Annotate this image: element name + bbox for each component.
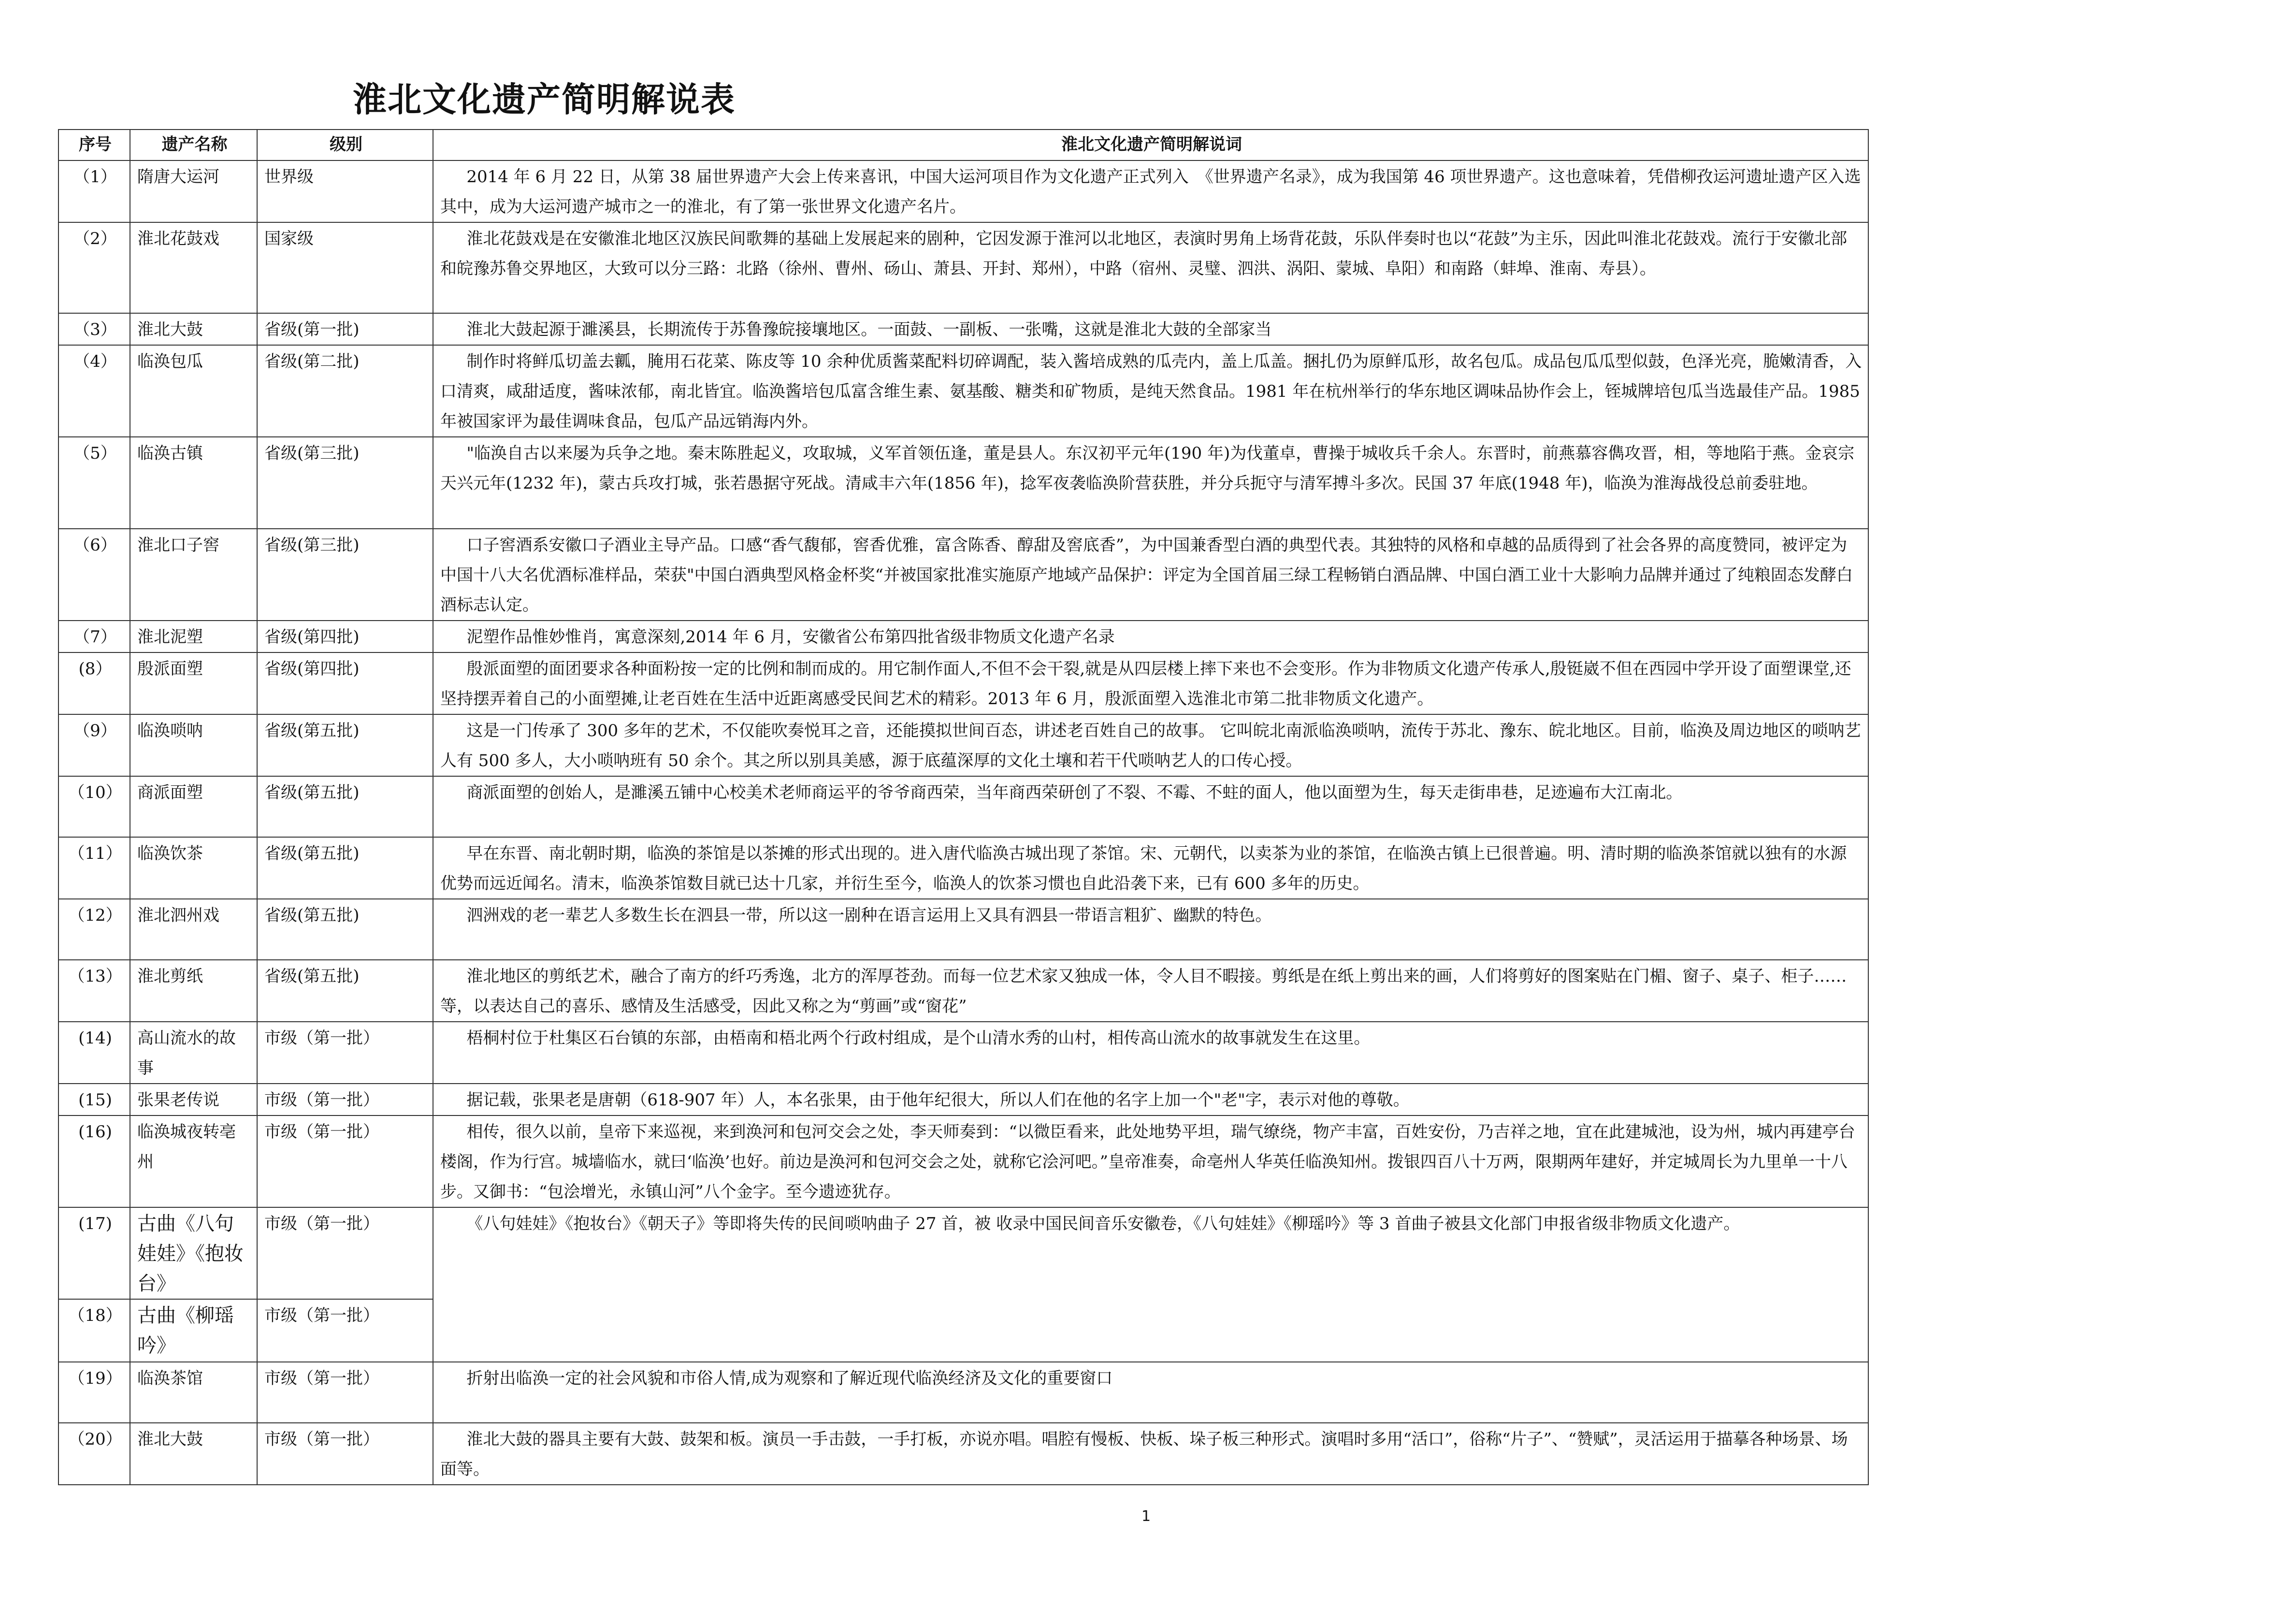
row-level: 省级(第五批): [257, 776, 433, 837]
table-row: [58, 437, 1868, 529]
row-level: 市级（第一批）: [257, 1362, 433, 1423]
row-name: 淮北剪纸: [130, 960, 257, 1022]
row-desc: 折射出临涣一定的社会风貌和市俗人情,成为观察和了解近现代临涣经济及文化的重要窗口: [433, 1362, 1868, 1423]
row-name: 古曲《八句娃娃》《抱妆台》: [130, 1207, 257, 1299]
row-level: 省级(第三批): [257, 529, 433, 621]
row-desc: 相传，很久以前，皇帝下来巡视，来到涣河和包河交会之处，李天师奏到：“以微臣看来，此处地势平坦，瑞气缭绕，物产丰富，百姓安份，乃吉祥之地，宜在此建城池，设为州，城内再建亭台楼阁，作为行宫。城墙临水，就曰‘临涣’也好。前边是涣河和包河交会之处，就称它浍河吧。”皇帝准奏，命亳州人华英任临涣知州。拨银四百八十万两，限期两年建好，并定城周长为九里单一十八步。又御书：“包浍增光，永镇山河”八个金字。至今遗迹犹存。: [433, 1115, 1868, 1207]
row-level: 省级(第五批): [257, 960, 433, 1022]
row-desc: 殷派面塑的面团要求各种面粉按一定的比例和制而成的。用它制作面人,不但不会干裂,就是从四层楼上摔下来也不会变形。作为非物质文化遗产传承人,殷铤崴不但在西园中学开设了面塑课堂,还坚持摆弄着自己的小面塑摊,让老百姓在生活中近距离感受民间艺术的精彩。2013 年 6 月，殷派面塑入选淮北市第二批非物质文化遗产。: [433, 652, 1868, 714]
row-level: 省级(第五批): [257, 837, 433, 899]
row-level: 省级(第四批): [257, 652, 433, 714]
table-row: [58, 529, 1868, 621]
row-level: 省级(第四批): [257, 621, 433, 652]
row-name: 临涣饮茶: [130, 837, 257, 899]
row-desc: 淮北地区的剪纸艺术，融合了南方的纤巧秀逸，北方的浑厚苍劲。而每一位艺术家又独成一体，令人目不暇接。剪纸是在纸上剪出来的画，人们将剪好的图案贴在门楣、窗子、桌子、柜子……等，以表达自己的喜乐、感情及生活感受，因此又称之为“剪画”或“窗花”: [433, 960, 1868, 1022]
row-level: 市级（第一批）: [257, 1115, 433, 1207]
row-level: 世界级: [257, 160, 433, 222]
header-name: 遗产名称: [130, 130, 257, 160]
row-no: （7）: [58, 621, 130, 652]
heritage-table: [58, 129, 1869, 1485]
row-desc: 《八句娃娃》《抱妆台》《朝天子》等即将失传的民间唢呐曲子 27 首，被 收录中国民间音乐安徽卷，《八句娃娃》《柳瑶吟》等 3 首曲子被县文化部门申报省级非物质文化遗产。: [433, 1207, 1868, 1362]
row-name: 临涣茶馆: [130, 1362, 257, 1423]
table-row: [58, 1084, 1868, 1115]
row-no: (17): [58, 1207, 130, 1299]
row-no: （11）: [58, 837, 130, 899]
table-row: [58, 1362, 1868, 1423]
table-row: [58, 899, 1868, 960]
row-level: 市级（第一批）: [257, 1299, 433, 1362]
table-row: [58, 1423, 1868, 1485]
row-desc: 早在东晋、南北朝时期，临涣的茶馆是以茶摊的形式出现的。进入唐代临涣古城出现了茶馆。宋、元朝代，以卖茶为业的茶馆，在临涣古镇上已很普遍。明、清时期的临涣茶馆就以独有的水源优势而远近闻名。清末，临涣茶馆数目就已达十几家，并衍生至今，临涣人的饮茶习惯也自此沿袭下来，已有 600 多年的历史。: [433, 837, 1868, 899]
table-row: [58, 652, 1868, 714]
table-row: [58, 714, 1868, 776]
row-name: 殷派面塑: [130, 652, 257, 714]
page-number: 1: [1141, 1508, 1151, 1525]
row-no: （1）: [58, 160, 130, 222]
row-desc: 淮北花鼓戏是在安徽淮北地区汉族民间歌舞的基础上发展起来的剧种，它因发源于淮河以北地区，表演时男角上场背花鼓，乐队伴奏时也以“花鼓”为主乐，因此叫淮北花鼓戏。流行于安徽北部和皖豫苏鲁交界地区，大致可以分三路：北路（徐州、曹州、砀山、萧县、开封、郑州），中路（宿州、灵璧、泗洪、涡阳、蒙城、阜阳）和南路（蚌埠、淮南、寿县）。: [433, 222, 1868, 313]
table-row: [58, 960, 1868, 1022]
row-no: （4）: [58, 345, 130, 437]
row-level: 省级(第一批): [257, 313, 433, 345]
row-name: 淮北泥塑: [130, 621, 257, 652]
row-no: （18）: [58, 1299, 130, 1362]
row-no: （20）: [58, 1423, 130, 1485]
row-desc: 这是一门传承了 300 多年的艺术，不仅能吹奏悦耳之音，还能摸拟世间百态，讲述老百姓自己的故事。 它叫皖北南派临涣唢呐，流传于苏北、豫东、皖北地区。目前，临涣及周边地区的唢呐艺人有 500 多人，大小唢呐班有 50 余个。其之所以别具美感，源于底蕴深厚的文化土壤和若干代唢呐艺人的口传心授。: [433, 714, 1868, 776]
row-name: 临涣古镇: [130, 437, 257, 529]
row-desc: 淮北大鼓起源于濉溪县，长期流传于苏鲁豫皖接壤地区。一面鼓、一副板、一张嘴，这就是淮北大鼓的全部家当: [433, 313, 1868, 345]
table-row: [58, 222, 1868, 313]
row-name: 临涣城夜转亳州: [130, 1115, 257, 1207]
table-row: [58, 345, 1868, 437]
row-name: 古曲《柳瑶吟》: [130, 1299, 257, 1362]
row-name: 隋唐大运河: [130, 160, 257, 222]
row-level: 省级(第二批): [257, 345, 433, 437]
row-name: 临涣包瓜: [130, 345, 257, 437]
table-row: [58, 1022, 1868, 1084]
row-name: 商派面塑: [130, 776, 257, 837]
row-desc: 梧桐村位于杜集区石台镇的东部，由梧南和梧北两个行政村组成，是个山清水秀的山村，相传高山流水的故事就发生在这里。: [433, 1022, 1868, 1084]
row-desc: 口子窖酒系安徽口子酒业主导产品。口感“香气馥郁，窖香优雅，富含陈香、醇甜及窖底香”，为中国兼香型白酒的典型代表。其独特的风格和卓越的品质得到了社会各界的高度赞同，被评定为中国十八大名优酒标准样品，荣获"中国白酒典型风格金杯奖“并被国家批准实施原产地域产品保护：评定为全国首届三绿工程畅销白酒品牌、中国白酒工业十大影响力品牌并通过了纯粮固态发酵白酒标志认定。: [433, 529, 1868, 621]
table-row: [58, 621, 1868, 652]
row-name: 淮北大鼓: [130, 313, 257, 345]
row-level: 省级(第五批): [257, 899, 433, 960]
row-desc: 泗洲戏的老一辈艺人多数生长在泗县一带，所以这一剧种在语言运用上又具有泗县一带语言粗犷、幽默的特色。: [433, 899, 1868, 960]
document-title: 淮北文化遗产简明解说表: [353, 80, 736, 119]
row-no: （19）: [58, 1362, 130, 1423]
row-desc: 泥塑作品惟妙惟肖，寓意深刻,2014 年 6 月，安徽省公布第四批省级非物质文化遗产名录: [433, 621, 1868, 652]
row-no: （9）: [58, 714, 130, 776]
row-no: （2）: [58, 222, 130, 313]
row-desc: 淮北大鼓的器具主要有大鼓、鼓架和板。演员一手击鼓，一手打板，亦说亦唱。唱腔有慢板、快板、垛子板三种形式。演唱时多用“活口”，俗称“片子”、“赞赋”，灵活运用于描摹各种场景、场面等。: [433, 1423, 1868, 1485]
header-desc: 淮北文化遗产简明解说词: [433, 130, 1868, 160]
row-level: 国家级: [257, 222, 433, 313]
row-no: （5）: [58, 437, 130, 529]
table-row: [58, 313, 1868, 345]
row-no: (15): [58, 1084, 130, 1115]
table-row: [58, 837, 1868, 899]
row-no: (14): [58, 1022, 130, 1084]
row-level: 市级（第一批）: [257, 1207, 433, 1299]
row-name: 张果老传说: [130, 1084, 257, 1115]
table-row: [58, 1115, 1868, 1207]
row-level: 市级（第一批）: [257, 1423, 433, 1485]
row-desc: 制作时将鲜瓜切盖去瓤，腌用石花菜、陈皮等 10 余种优质酱菜配料切碎调配，装入酱培成熟的瓜壳内，盖上瓜盖。捆扎仍为原鲜瓜形，故名包瓜。成品包瓜瓜型似鼓，色泽光亮，脆嫩清香，入口清爽，咸甜适度，酱味浓郁，南北皆宜。临涣酱培包瓜富含维生素、氨基酸、糖类和矿物质，是纯天然食品。1981 年在杭州举行的华东地区调味品协作会上，铚城牌培包瓜当选最佳产品。1985 年被国家评为最佳调味食品，包瓜产品远销海内外。: [433, 345, 1868, 437]
row-no: （13）: [58, 960, 130, 1022]
header-no: 序号: [58, 130, 130, 160]
header-level: 级别: [257, 130, 433, 160]
row-level: 市级（第一批）: [257, 1084, 433, 1115]
row-name: 高山流水的故事: [130, 1022, 257, 1084]
row-desc: "临涣自古以来屡为兵争之地。秦末陈胜起义，攻取城，义军首领伍逢，董是县人。东汉初平元年(190 年)为伐董卓，曹操于城收兵千余人。东晋时，前燕慕容儁攻晋，相，等地陷于燕。金哀宗天兴元年(1232 年)，蒙古兵攻打城，张若愚据守死战。清咸丰六年(1856 年)，捻军夜袭临涣阶营获胜，并分兵扼守与清军搏斗多次。民国 37 年底(1948 年)，临涣为淮海战役总前委驻地。: [433, 437, 1868, 529]
row-no: (16): [58, 1115, 130, 1207]
row-name: 临涣唢呐: [130, 714, 257, 776]
row-no: （6）: [58, 529, 130, 621]
table-row: [58, 1207, 1868, 1299]
row-level: 省级(第三批): [257, 437, 433, 529]
row-no: （3）: [58, 313, 130, 345]
row-desc: 商派面塑的创始人，是濉溪五铺中心校美术老师商运平的爷爷商西荣，当年商西荣研创了不裂、不霉、不蛀的面人，他以面塑为生，每天走街串巷，足迹遍布大江南北。: [433, 776, 1868, 837]
row-no: (8）: [58, 652, 130, 714]
row-desc: 2014 年 6 月 22 日，从第 38 届世界遗产大会上传来喜讯，中国大运河项目作为文化遗产正式列入 《世界遗产名录》，成为我国第 46 项世界遗产。这也意味着，凭借柳孜运河遗址遗产区入选其中，成为大运河遗产城市之一的淮北，有了第一张世界文化遗产名片。: [433, 160, 1868, 222]
row-name: 淮北大鼓: [130, 1423, 257, 1485]
row-no: （12）: [58, 899, 130, 960]
row-level: 市级（第一批）: [257, 1022, 433, 1084]
table-row: [58, 776, 1868, 837]
row-no: （10）: [58, 776, 130, 837]
row-desc: 据记载，张果老是唐朝（618-907 年）人，本名张果，由于他年纪很大，所以人们在他的名字上加一个"老"字，表示对他的尊敬。: [433, 1084, 1868, 1115]
table-row: [58, 160, 1868, 222]
row-name: 淮北花鼓戏: [130, 222, 257, 313]
row-level: 省级(第五批): [257, 714, 433, 776]
table-header-row: [58, 130, 1868, 160]
row-name: 淮北泗州戏: [130, 899, 257, 960]
row-name: 淮北口子窖: [130, 529, 257, 621]
